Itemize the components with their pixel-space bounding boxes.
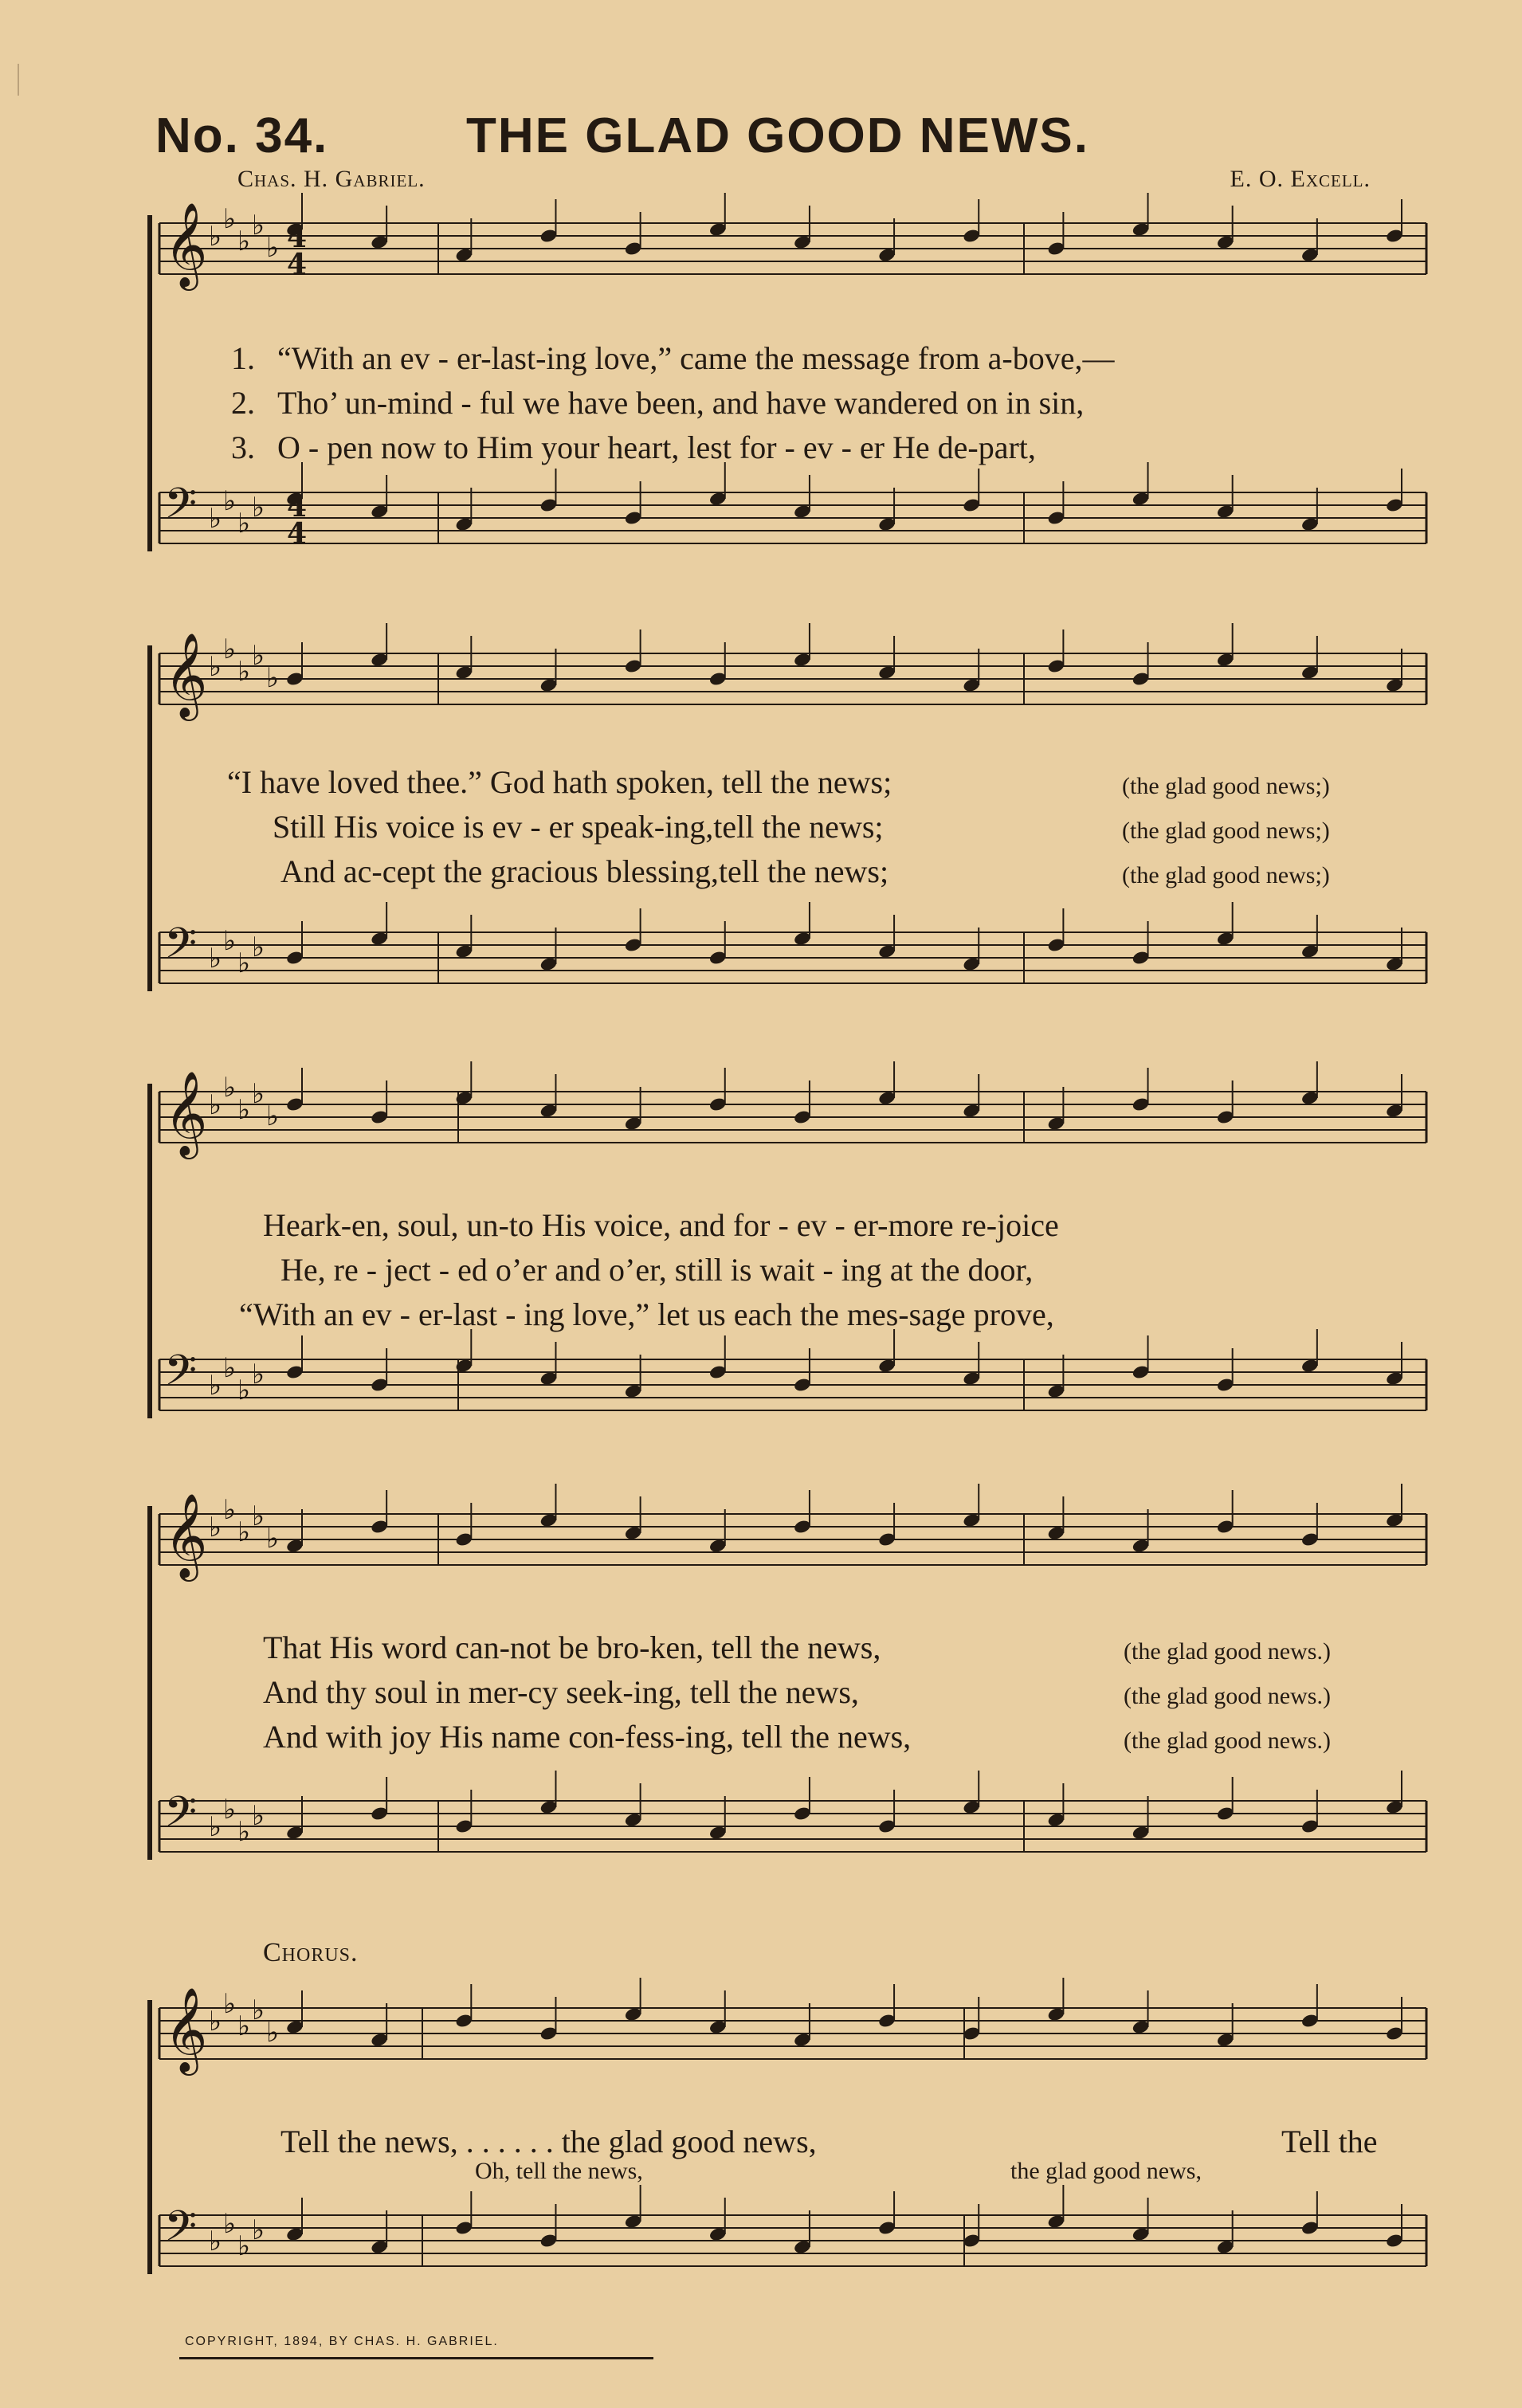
flat-icon: ♭ bbox=[266, 1523, 280, 1555]
verse-2-echo-d: (the glad good news.) bbox=[1124, 1683, 1331, 1709]
copyright-rule bbox=[179, 2357, 653, 2359]
verse-3-line-a: 3. O - pen now to Him your heart, lest for - ev - er He de-part, bbox=[231, 429, 1036, 465]
flat-icon: ♭ bbox=[223, 1988, 237, 2020]
flat-icon: ♭ bbox=[252, 1500, 265, 1532]
flat-icon: ♭ bbox=[209, 2006, 222, 2037]
verse-3-line-c: “With an ev - er-last - ing love,” let us each the mes-sage prove, bbox=[239, 1296, 1054, 1332]
treble-clef-icon: 𝄞 bbox=[164, 1492, 208, 1578]
flat-icon: ♭ bbox=[223, 203, 237, 235]
verse-1-line-c: Heark-en, soul, un-to His voice, and for - ev - er-more re-joice bbox=[263, 1207, 1059, 1243]
flat-icon: ♭ bbox=[266, 1100, 280, 1132]
verse-2-echo-b: (the glad good news;) bbox=[1122, 818, 1330, 844]
verse-1-line-a: 1. “With an ev - er-last-ing love,” came the message from a-bove,— bbox=[231, 340, 1115, 376]
flat-icon: ♭ bbox=[252, 1359, 265, 1390]
flat-icon: ♭ bbox=[209, 503, 222, 535]
bass-clef-icon: 𝄢 bbox=[164, 1788, 198, 1847]
flat-icon: ♭ bbox=[252, 640, 265, 672]
time-signature-bottom: 4 bbox=[287, 248, 308, 281]
verse-2-line-c: He, re - ject - ed o’er and o’er, still is wait - ing at the door, bbox=[280, 1252, 1034, 1288]
flat-icon: ♭ bbox=[266, 2017, 280, 2049]
flat-icon: ♭ bbox=[252, 1994, 265, 2026]
flat-icon: ♭ bbox=[237, 2010, 251, 2042]
flat-icon: ♭ bbox=[223, 1794, 237, 1826]
copyright-notice: COPYRIGHT, 1894, BY CHAS. H. GABRIEL. bbox=[185, 2335, 499, 2348]
verse-2-line-a: 2. Tho’ un-mind - ful we have been, and have wandered on in sin, bbox=[231, 385, 1085, 421]
flat-icon: ♭ bbox=[209, 1512, 222, 1543]
flat-icon: ♭ bbox=[223, 1352, 237, 1384]
chorus-label: Chorus. bbox=[263, 1938, 359, 1967]
lyricist-credit: Chas. H. Gabriel. bbox=[237, 166, 426, 192]
flat-icon: ♭ bbox=[237, 2230, 251, 2262]
verse-1-line-d: That His word can-not be bro-ken, tell the news, bbox=[263, 1630, 881, 1665]
flat-icon: ♭ bbox=[252, 492, 265, 524]
chorus-line: Tell the news, . . . . . . the glad good news, bbox=[280, 2124, 817, 2159]
treble-clef-icon: 𝄞 bbox=[164, 202, 208, 287]
verse-3-line-b: And ac-cept the gracious blessing,tell the news; bbox=[280, 853, 889, 889]
verse-3-line-d: And with joy His name con-fess-ing, tell the news, bbox=[263, 1719, 912, 1755]
flat-icon: ♭ bbox=[209, 1089, 222, 1121]
bass-clef-icon: 𝄢 bbox=[164, 480, 198, 539]
composer-credit: E. O. Excell. bbox=[1230, 166, 1371, 192]
flat-icon: ♭ bbox=[209, 1370, 222, 1402]
verse-1-echo-d: (the glad good news.) bbox=[1124, 1638, 1331, 1665]
treble-clef-icon: 𝄞 bbox=[164, 632, 208, 717]
flat-icon: ♭ bbox=[266, 662, 280, 694]
verse-3-echo-d: (the glad good news.) bbox=[1124, 1728, 1331, 1754]
flat-icon: ♭ bbox=[237, 1816, 251, 1848]
bass-clef-icon: 𝄢 bbox=[164, 1347, 198, 1406]
flat-icon: ♭ bbox=[252, 1078, 265, 1110]
flat-icon: ♭ bbox=[237, 656, 251, 688]
flat-icon: ♭ bbox=[223, 1494, 237, 1526]
flat-icon: ♭ bbox=[252, 1800, 265, 1832]
flat-icon: ♭ bbox=[252, 2214, 265, 2246]
chorus-line-end: Tell the bbox=[1281, 2124, 1378, 2159]
flat-icon: ♭ bbox=[209, 943, 222, 975]
flat-icon: ♭ bbox=[237, 947, 251, 979]
flat-icon: ♭ bbox=[237, 1094, 251, 1126]
verse-3-echo-b: (the glad good news;) bbox=[1122, 862, 1330, 888]
flat-icon: ♭ bbox=[223, 633, 237, 665]
verse-2-line-b: Still His voice is ev - er speak-ing,tell the news; bbox=[273, 809, 884, 845]
flat-icon: ♭ bbox=[266, 232, 280, 264]
time-signature-bottom: 4 bbox=[287, 517, 308, 551]
flat-icon: ♭ bbox=[252, 210, 265, 241]
treble-clef-icon: 𝄞 bbox=[164, 1070, 208, 1155]
flat-icon: ♭ bbox=[209, 1811, 222, 1843]
verse-2-line-d: And thy soul in mer-cy seek-ing, tell the news, bbox=[263, 1674, 859, 1710]
flat-icon: ♭ bbox=[209, 221, 222, 253]
hymn-number: No. 34. bbox=[155, 108, 329, 163]
treble-clef-icon: 𝄞 bbox=[164, 1986, 208, 2072]
flat-icon: ♭ bbox=[237, 226, 251, 257]
flat-icon: ♭ bbox=[237, 1516, 251, 1548]
chorus-under-left: Oh, tell the news, bbox=[475, 2158, 643, 2184]
flat-icon: ♭ bbox=[223, 485, 237, 517]
flat-icon: ♭ bbox=[237, 508, 251, 539]
flat-icon: ♭ bbox=[209, 651, 222, 683]
flat-icon: ♭ bbox=[223, 2208, 237, 2240]
flat-icon: ♭ bbox=[237, 1375, 251, 1406]
flat-icon: ♭ bbox=[223, 1072, 237, 1104]
time-signature-top: 4 bbox=[287, 490, 308, 524]
flat-icon: ♭ bbox=[209, 2226, 222, 2257]
flat-icon: ♭ bbox=[223, 925, 237, 957]
chorus-under-right: the glad good news, bbox=[1010, 2158, 1202, 2184]
bass-clef-icon: 𝄢 bbox=[164, 920, 198, 978]
bass-clef-icon: 𝄢 bbox=[164, 2202, 198, 2261]
flat-icon: ♭ bbox=[252, 931, 265, 963]
verse-1-line-b: “I have loved thee.” God hath spoken, tell the news; bbox=[227, 764, 892, 800]
verse-1-echo-b: (the glad good news;) bbox=[1122, 773, 1330, 799]
time-signature-top: 4 bbox=[287, 221, 308, 254]
hymn-title: THE GLAD GOOD NEWS. bbox=[466, 108, 1089, 163]
